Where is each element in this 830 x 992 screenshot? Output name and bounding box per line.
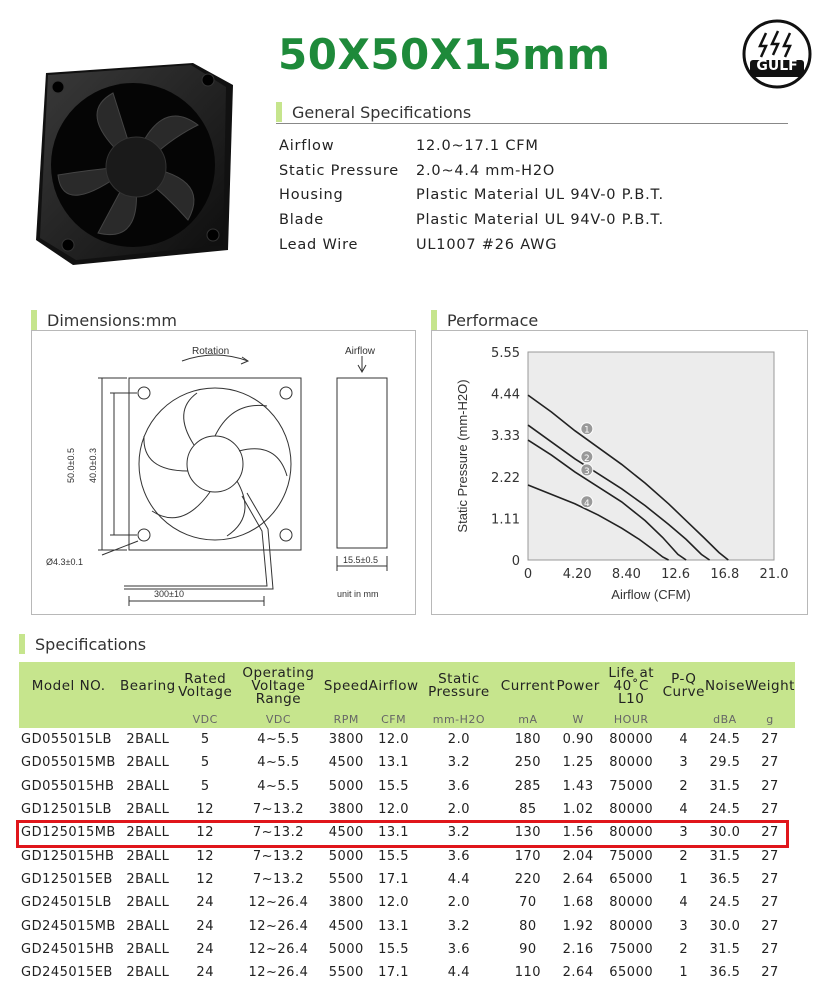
table-cell: 4~5.5 xyxy=(257,755,300,771)
table-cell: 15.5 xyxy=(378,941,410,957)
table-cell: 5000 xyxy=(328,778,364,794)
table-cell: 3.6 xyxy=(447,778,470,794)
column-unit: mA xyxy=(499,710,556,728)
table-cell: GD245015MB xyxy=(21,918,116,934)
table-cell: 12.0 xyxy=(378,732,410,748)
rotation-label: Rotation xyxy=(192,346,230,357)
table-cell: 4 xyxy=(679,895,689,911)
table-cell: 27 xyxy=(761,755,779,771)
table-cell: 3.2 xyxy=(447,918,470,934)
table-cell: 1.68 xyxy=(562,895,594,911)
table-cell: 3800 xyxy=(328,802,364,818)
table-cell: 2BALL xyxy=(126,778,170,794)
y-tick-label: 3.33 xyxy=(491,429,520,445)
table-cell: 2BALL xyxy=(126,755,170,771)
section-marker xyxy=(276,102,282,122)
table-row xyxy=(19,798,795,821)
table-cell: 13.1 xyxy=(378,918,410,934)
table-cell: 27 xyxy=(761,778,779,794)
table-cell: 27 xyxy=(761,825,779,841)
x-tick-label: 16.8 xyxy=(710,567,740,582)
general-spec-heading: General Specifications xyxy=(276,101,471,123)
column-header: Speed xyxy=(324,662,369,710)
hole-dim-label: Ø4.3±0.1 xyxy=(46,557,83,567)
table-cell: 2.16 xyxy=(562,941,594,957)
table-cell: 1.02 xyxy=(562,802,594,818)
table-cell: 285 xyxy=(514,778,542,794)
column-header: Power xyxy=(556,662,599,710)
table-cell: 2BALL xyxy=(126,965,170,981)
table-cell: 4500 xyxy=(328,825,364,841)
fan-product-photo xyxy=(28,55,243,270)
table-cell: 12.0 xyxy=(378,895,410,911)
plot-area xyxy=(528,352,774,560)
column-unit: W xyxy=(556,710,599,728)
table-cell: 7~13.2 xyxy=(252,825,304,841)
table-cell: 0.90 xyxy=(562,732,594,748)
table-cell: 36.5 xyxy=(709,871,741,887)
table-cell: 2BALL xyxy=(126,848,170,864)
table-cell: 13.1 xyxy=(378,825,410,841)
table-cell: 4~5.5 xyxy=(257,778,300,794)
spec-row-lead-wire: Lead Wire UL1007 #26 AWG xyxy=(279,236,558,253)
performance-heading: Performace xyxy=(431,309,538,331)
table-row xyxy=(19,961,795,984)
table-cell: 2BALL xyxy=(126,871,170,887)
table-cell: 12~26.4 xyxy=(248,941,309,957)
table-cell: GD055015MB xyxy=(21,755,116,771)
table-cell: 30.0 xyxy=(709,918,741,934)
x-axis-title: Airflow (CFM) xyxy=(611,587,691,602)
table-cell: 2BALL xyxy=(126,825,170,841)
table-cell: 24 xyxy=(196,965,214,981)
table-row xyxy=(19,728,795,751)
table-cell: 3 xyxy=(679,825,689,841)
column-unit: g xyxy=(745,710,795,728)
table-cell: 1.25 xyxy=(562,755,594,771)
table-cell: 12~26.4 xyxy=(248,895,309,911)
column-unit: mm-H2O xyxy=(419,710,500,728)
section-marker xyxy=(19,634,25,654)
table-cell: 24 xyxy=(196,941,214,957)
table-cell: 36.5 xyxy=(709,965,741,981)
table-cell: 29.5 xyxy=(709,755,741,771)
table-row xyxy=(19,821,795,844)
section-marker xyxy=(31,310,37,330)
pq-curve-chart xyxy=(432,331,809,616)
table-cell: 1.43 xyxy=(562,778,594,794)
table-row xyxy=(19,891,795,914)
column-unit xyxy=(118,710,177,728)
table-cell: 3.6 xyxy=(447,941,470,957)
table-cell: 24.5 xyxy=(709,895,741,911)
table-cell: 180 xyxy=(514,732,542,748)
table-cell: 5 xyxy=(200,732,210,748)
column-unit: VDC xyxy=(233,710,324,728)
table-cell: 2 xyxy=(679,848,689,864)
table-cell: 1.92 xyxy=(562,918,594,934)
table-cell: 2.0 xyxy=(447,895,470,911)
logo-text: GULF xyxy=(756,58,798,74)
table-cell: 1 xyxy=(679,871,689,887)
table-cell: 15.5 xyxy=(378,848,410,864)
y-axis-title: Static Pressure (mm-H2O) xyxy=(455,379,470,533)
column-header: Operating Voltage Range xyxy=(233,662,324,710)
column-unit xyxy=(663,710,705,728)
table-cell: 24.5 xyxy=(709,732,741,748)
table-cell: 12~26.4 xyxy=(248,918,309,934)
specifications-heading: Specifications xyxy=(19,633,146,655)
table-cell: 85 xyxy=(519,802,537,818)
column-header: Bearing xyxy=(118,662,177,710)
y-tick-label: 5.55 xyxy=(491,346,520,361)
curve-number: 2 xyxy=(583,453,590,464)
table-cell: GD125015HB xyxy=(21,848,115,864)
table-cell: GD245015LB xyxy=(21,895,112,911)
curve-number: 4 xyxy=(583,498,590,509)
column-header: Airflow xyxy=(369,662,419,710)
column-header: P-Q Curve xyxy=(663,662,705,710)
table-cell: 5 xyxy=(200,778,210,794)
x-tick-label: 12.6 xyxy=(661,567,691,582)
y-tick-label: 2.22 xyxy=(491,470,520,486)
table-cell: 12 xyxy=(196,848,214,864)
gulf-logo xyxy=(742,19,812,89)
y-tick-label: 1.11 xyxy=(491,512,520,528)
table-cell: 2BALL xyxy=(126,895,170,911)
table-cell: GD245015EB xyxy=(21,965,113,981)
column-header: Life at 40˚C L10 xyxy=(600,662,663,710)
table-cell: 31.5 xyxy=(709,778,741,794)
table-row xyxy=(19,751,795,774)
table-unit-row xyxy=(19,710,795,728)
table-cell: 5000 xyxy=(328,941,364,957)
table-cell: 4~5.5 xyxy=(257,732,300,748)
table-cell: 2BALL xyxy=(126,802,170,818)
spec-row-static-pressure: Static Pressure 2.0~4.4 mm-H2O xyxy=(279,162,556,179)
table-cell: 7~13.2 xyxy=(252,871,304,887)
table-cell: 90 xyxy=(519,941,537,957)
column-header: Static Pressure xyxy=(419,662,500,710)
unit-label: unit in mm xyxy=(337,589,379,599)
outer-dim-label: 50.0±0.5 xyxy=(66,448,76,483)
table-row xyxy=(19,775,795,798)
dimensions-drawing-panel xyxy=(31,330,416,615)
table-cell: 27 xyxy=(761,918,779,934)
x-tick-label: 21.0 xyxy=(759,567,789,582)
table-cell: 80000 xyxy=(609,825,654,841)
table-cell: 12 xyxy=(196,825,214,841)
table-cell: 3 xyxy=(679,755,689,771)
table-cell: GD245015HB xyxy=(21,941,115,957)
table-cell: 4500 xyxy=(328,918,364,934)
table-cell: 65000 xyxy=(609,871,654,887)
table-cell: 15.5 xyxy=(378,778,410,794)
table-cell: 2.04 xyxy=(562,848,594,864)
table-cell: 2 xyxy=(679,778,689,794)
table-cell: 3800 xyxy=(328,732,364,748)
table-cell: 80 xyxy=(519,918,537,934)
table-cell: 27 xyxy=(761,965,779,981)
table-cell: 5500 xyxy=(328,965,364,981)
y-tick-label: 4.44 xyxy=(491,387,520,403)
section-marker xyxy=(431,310,437,330)
table-cell: 27 xyxy=(761,802,779,818)
table-cell: 5000 xyxy=(328,848,364,864)
table-cell: GD055015LB xyxy=(21,732,112,748)
curve-number: 3 xyxy=(583,466,590,477)
table-cell: 1.56 xyxy=(562,825,594,841)
table-cell: 130 xyxy=(514,825,542,841)
airflow-label: Airflow xyxy=(345,346,376,357)
table-cell: 110 xyxy=(514,965,542,981)
lead-length-label: 300±10 xyxy=(154,589,184,599)
column-header: Model NO. xyxy=(19,662,118,710)
table-cell: GD125015LB xyxy=(21,802,112,818)
spec-row-housing: Housing Plastic Material UL 94V-0 P.B.T. xyxy=(279,187,664,204)
column-unit: VDC xyxy=(177,710,233,728)
table-row xyxy=(19,844,795,867)
table-cell: 5500 xyxy=(328,871,364,887)
table-cell: GD125015MB xyxy=(21,825,116,841)
table-cell: 12 xyxy=(196,871,214,887)
table-cell: 13.1 xyxy=(378,755,410,771)
table-cell: 3.2 xyxy=(447,825,470,841)
table-cell: 75000 xyxy=(609,848,654,864)
table-cell: 3.6 xyxy=(447,848,470,864)
table-row xyxy=(19,868,795,891)
table-cell: 12 xyxy=(196,802,214,818)
table-cell: 4.4 xyxy=(447,871,470,887)
table-cell: GD055015HB xyxy=(21,778,115,794)
column-unit: CFM xyxy=(369,710,419,728)
table-cell: 80000 xyxy=(609,732,654,748)
table-cell: 27 xyxy=(761,941,779,957)
column-header: Rated Voltage xyxy=(177,662,233,710)
table-header-row xyxy=(19,662,795,710)
table-cell: 1 xyxy=(679,965,689,981)
table-cell: GD125015EB xyxy=(21,871,113,887)
x-tick-label: 0 xyxy=(523,567,533,582)
dimensions-heading: Dimensions:mm xyxy=(31,309,177,331)
column-unit xyxy=(19,710,118,728)
spec-row-blade: Blade Plastic Material UL 94V-0 P.B.T. xyxy=(279,212,664,229)
table-cell: 7~13.2 xyxy=(252,802,304,818)
dimension-drawing xyxy=(32,331,417,616)
table-cell: 3800 xyxy=(328,895,364,911)
table-cell: 3.2 xyxy=(447,755,470,771)
table-cell: 31.5 xyxy=(709,941,741,957)
table-cell: 27 xyxy=(761,871,779,887)
thickness-label: 15.5±0.5 xyxy=(343,555,378,565)
table-cell: 2BALL xyxy=(126,918,170,934)
spec-row-airflow: Airflow 12.0~17.1 CFM xyxy=(279,138,539,155)
table-cell: 17.1 xyxy=(378,965,410,981)
table-cell: 2.64 xyxy=(562,871,594,887)
divider xyxy=(276,123,788,124)
inner-dim-label: 40.0±0.3 xyxy=(88,448,98,483)
table-cell: 70 xyxy=(519,895,537,911)
table-cell: 2 xyxy=(679,941,689,957)
column-header: Current xyxy=(499,662,556,710)
table-cell: 30.0 xyxy=(709,825,741,841)
column-unit: dBA xyxy=(705,710,745,728)
table-row xyxy=(19,938,795,961)
table-cell: 2BALL xyxy=(126,941,170,957)
column-unit: RPM xyxy=(324,710,369,728)
table-cell: 80000 xyxy=(609,895,654,911)
table-cell: 75000 xyxy=(609,778,654,794)
specifications-table xyxy=(19,662,795,984)
table-cell: 80000 xyxy=(609,802,654,818)
table-cell: 7~13.2 xyxy=(252,848,304,864)
table-cell: 80000 xyxy=(609,755,654,771)
table-cell: 27 xyxy=(761,732,779,748)
table-cell: 24 xyxy=(196,895,214,911)
table-cell: 65000 xyxy=(609,965,654,981)
table-cell: 170 xyxy=(514,848,542,864)
column-unit: HOUR xyxy=(600,710,663,728)
product-title: 50X50X15mm xyxy=(278,30,611,79)
table-row xyxy=(19,914,795,937)
table-cell: 12.0 xyxy=(378,802,410,818)
column-header: Weight xyxy=(745,662,795,710)
general-spec-table xyxy=(279,134,664,257)
table-cell: 24 xyxy=(196,918,214,934)
table-cell: 4500 xyxy=(328,755,364,771)
performance-chart-panel xyxy=(431,330,808,615)
table-cell: 12~26.4 xyxy=(248,965,309,981)
table-cell: 75000 xyxy=(609,941,654,957)
curve-number: 1 xyxy=(583,425,590,436)
table-cell: 27 xyxy=(761,848,779,864)
table-cell: 4 xyxy=(679,802,689,818)
table-cell: 4 xyxy=(679,732,689,748)
table-cell: 80000 xyxy=(609,918,654,934)
column-header: Noise xyxy=(705,662,745,710)
table-cell: 2BALL xyxy=(126,732,170,748)
table-cell: 24.5 xyxy=(709,802,741,818)
table-cell: 2.0 xyxy=(447,802,470,818)
table-cell: 27 xyxy=(761,895,779,911)
table-cell: 4.4 xyxy=(447,965,470,981)
table-cell: 31.5 xyxy=(709,848,741,864)
table-cell: 220 xyxy=(514,871,542,887)
table-cell: 2.64 xyxy=(562,965,594,981)
x-tick-label: 4.20 xyxy=(562,567,592,582)
table-cell: 3 xyxy=(679,918,689,934)
table-cell: 2.0 xyxy=(447,732,470,748)
y-tick-label: 0 xyxy=(511,554,520,569)
x-tick-label: 8.40 xyxy=(611,567,641,582)
table-cell: 17.1 xyxy=(378,871,410,887)
table-cell: 250 xyxy=(514,755,542,771)
table-cell: 5 xyxy=(200,755,210,771)
